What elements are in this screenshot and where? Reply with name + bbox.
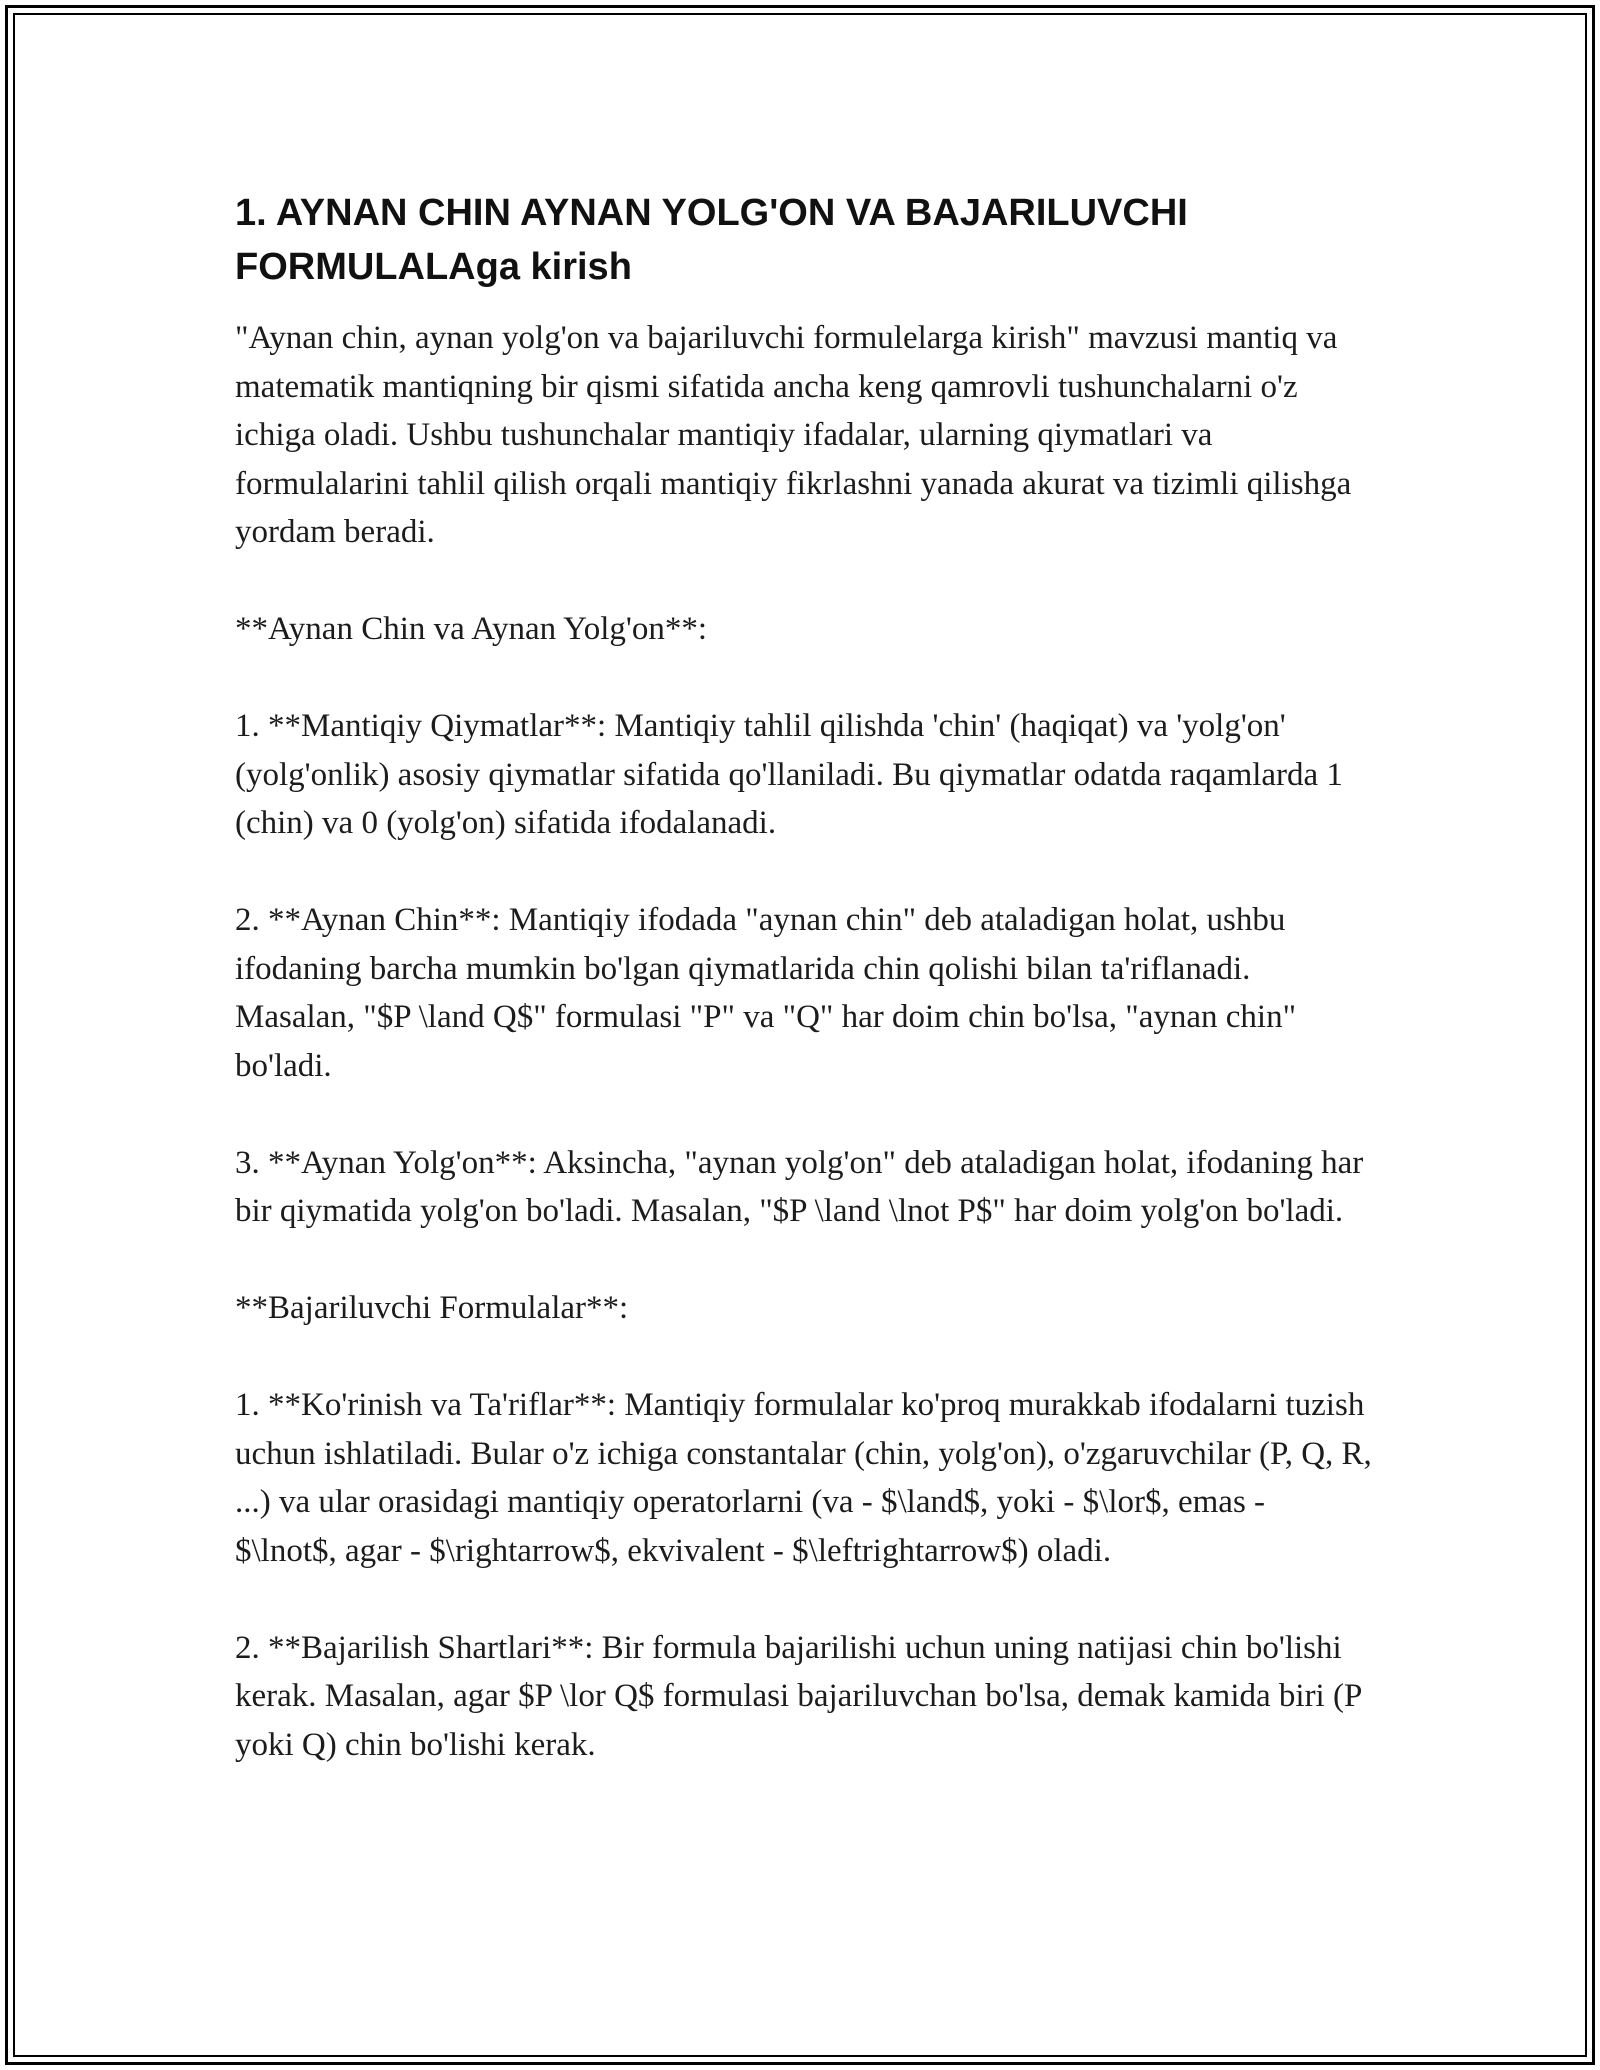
document-title: 1. AYNAN CHIN AYNAN YOLG'ON VA BAJARILUVCHI FORMULALAga kirish (235, 192, 1188, 288)
intro-paragraph: "Aynan chin, aynan yolg'on va bajariluvchi formulelarga kirish" mavzusi mantiq va matematik mantiqning bir qismi sifatida ancha keng qamrovli tushunchalarni o'z ichiga oladi. Ushbu tushunchalar mantiqiy ifadalar, ularning qiymatlari va formulalarini tahlil qilish orqali mantiqiy fikrlashni yanada akurat va tizimli qilishga yordam beradi. (235, 320, 1352, 550)
paragraph-aynan-chin: 2. **Aynan Chin**: Mantiqiy ifodada "aynan chin" deb ataladigan holat, ushbu ifodaning barcha mumkin bo'lgan qiymatlarida chin qolishi bilan ta'riflanadi. Masalan, "$P \land Q$" formulasi "P" va "Q" har doim chin bo'lsa, "aynan chin" bo'ladi. (235, 902, 1297, 1084)
section-heading-bajariluvchi: **Bajariluvchi Formulalar**: (235, 1290, 629, 1326)
paragraph-mantiqiy-qiymatlar: 1. **Mantiqiy Qiymatlar**: Mantiqiy tahlil qilishda 'chin' (haqiqat) va 'yolg'on' (yolg'onlik) asosiy qiymatlar sifatida qo'llaniladi. Bu qiymatlar odatda raqamlarda 1 (chin) va 0 (yolg'on) sifatida ifodalanadi. (235, 708, 1343, 841)
section-heading-aynan: **Aynan Chin va Aynan Yolg'on**: (235, 611, 707, 647)
paragraph-korinish: 1. **Ko'rinish va Ta'riflar**: Mantiqiy formulalar ko'proq murakkab ifodalarni tuzish uchun ishlatiladi. Bular o'z ichiga constantalar (chin, yolg'on), o'zgaruvchilar (P, Q, R, ...) va ular orasidagi mantiqiy operatorlarni (va - $\land$, yoki - $\lor$, emas - $\lnot$, agar - $\rightarrow$, ekvivalent - $\leftrightarrow$) oladi. (235, 1387, 1372, 1569)
paragraph-aynan-yolgon: 3. **Aynan Yolg'on**: Aksincha, "aynan yolg'on" deb ataladigan holat, ifodaning har bir qiymatida yolg'on bo'ladi. Masalan, "$P \land \lnot P$" har doim yolg'on bo'ladi. (235, 1144, 1364, 1229)
document-body (235, 186, 1375, 1818)
paragraph-bajarilish-shartlari: 2. **Bajarilish Shartlari**: Bir formula bajarilishi uchun uning natijasi chin bo'lishi kerak. Masalan, agar $P \lor Q$ formulasi bajariluvchan bo'lsa, demak kamida biri (P yoki Q) chin bo'lishi kerak. (235, 1629, 1362, 1763)
